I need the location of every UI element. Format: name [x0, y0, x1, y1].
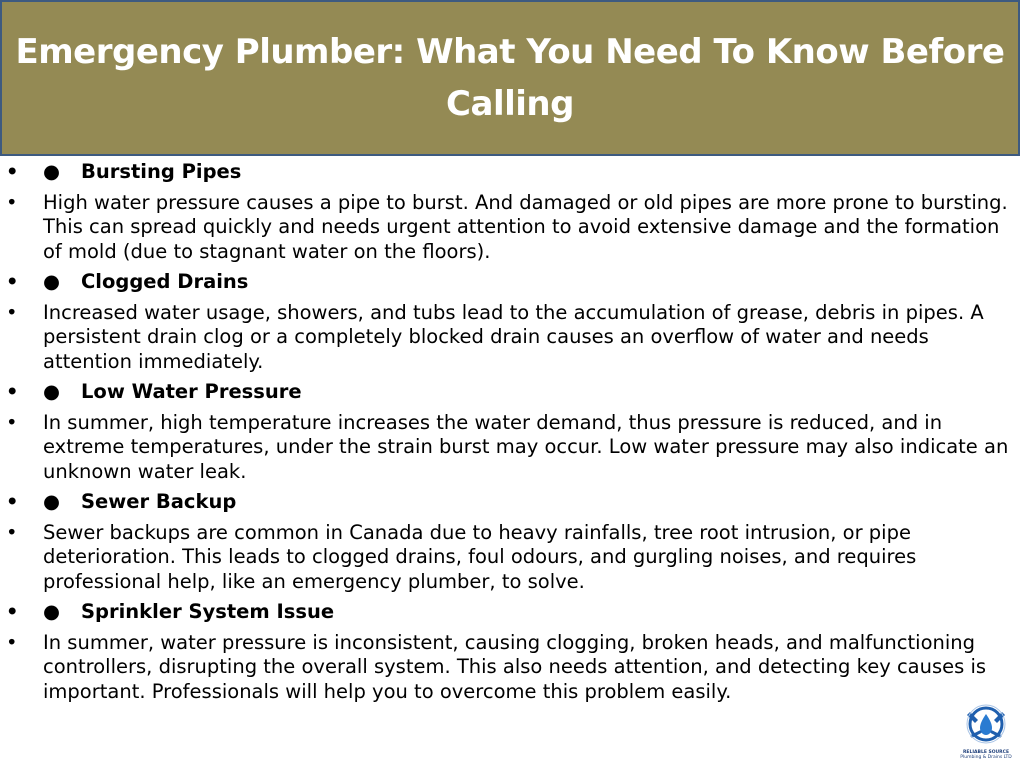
logo-tagline: Plumbing & Drains LTD — [960, 755, 1012, 760]
list-item-heading — [0, 160, 1010, 185]
list-item-body — [0, 411, 1010, 485]
heading-text: Sprinkler System Issue — [81, 600, 335, 623]
bullet-icon: • — [6, 600, 19, 623]
logo-caption — [958, 750, 1014, 760]
bullet-icon: • — [6, 270, 19, 293]
heading-dot-icon: ● — [43, 600, 61, 623]
bullet-list — [0, 160, 1010, 710]
bullet-icon: • — [6, 380, 19, 403]
list-item-heading — [0, 600, 1010, 625]
plumber-logo-icon — [958, 702, 1014, 752]
list-item-body — [0, 631, 1010, 705]
bullet-icon: • — [6, 490, 19, 513]
title-banner — [0, 0, 1020, 156]
heading-dot-icon: ● — [43, 490, 61, 513]
heading-text: Low Water Pressure — [81, 380, 302, 403]
list-item-heading — [0, 270, 1010, 295]
list-item-body — [0, 301, 1010, 375]
list-item-heading — [0, 490, 1010, 515]
body-text: Increased water usage, showers, and tubs lead to the accumulation of grease, debris in pipes. A persistent drain clog or a completely blocked drain causes an overflow of water and needs attention immediately. — [43, 300, 984, 373]
bullet-icon: • — [6, 410, 18, 434]
heading-dot-icon: ● — [43, 380, 61, 403]
list-item-body — [0, 191, 1010, 265]
logo-name: RELIABLE SOURCE — [962, 750, 1010, 755]
company-logo — [958, 702, 1014, 762]
heading-text: Clogged Drains — [81, 270, 249, 293]
bullet-icon: • — [6, 520, 18, 544]
bullet-icon: • — [6, 160, 19, 183]
bullet-icon: • — [6, 630, 18, 654]
bullet-icon: • — [6, 300, 18, 324]
body-text: In summer, high temperature increases the water demand, thus pressure is reduced, and in extreme temperatures, under the strain burst may occur. Low water pressure may also indicate an unknown water leak. — [43, 410, 1009, 483]
heading-text: Bursting Pipes — [81, 160, 242, 183]
heading-dot-icon: ● — [43, 160, 61, 183]
body-text: Sewer backups are common in Canada due to heavy rainfalls, tree root intrusion, or pipe deterioration. This leads to clogged drains, foul odours, and gurgling noises, and requires professional help, like an emergency plumber, to solve. — [43, 520, 917, 593]
list-item-body — [0, 521, 1010, 595]
list-item-heading — [0, 380, 1010, 405]
heading-text: Sewer Backup — [81, 490, 237, 513]
body-text: High water pressure causes a pipe to burst. And damaged or old pipes are more prone to bursting. This can spread quickly and needs urgent attention to avoid extensive damage and the formation of mold (due to stagnant water on the floors). — [43, 190, 1008, 263]
heading-dot-icon: ● — [43, 270, 61, 293]
bullet-icon: • — [6, 190, 18, 214]
body-text: In summer, water pressure is inconsistent, causing clogging, broken heads, and malfunctioning controllers, disrupting the overall system. This also needs attention, and detecting key causes is important. Professionals will help you to overcome this problem easily. — [43, 630, 987, 703]
slide-title: Emergency Plumber: What You Need To Know Before Calling — [15, 32, 1005, 124]
